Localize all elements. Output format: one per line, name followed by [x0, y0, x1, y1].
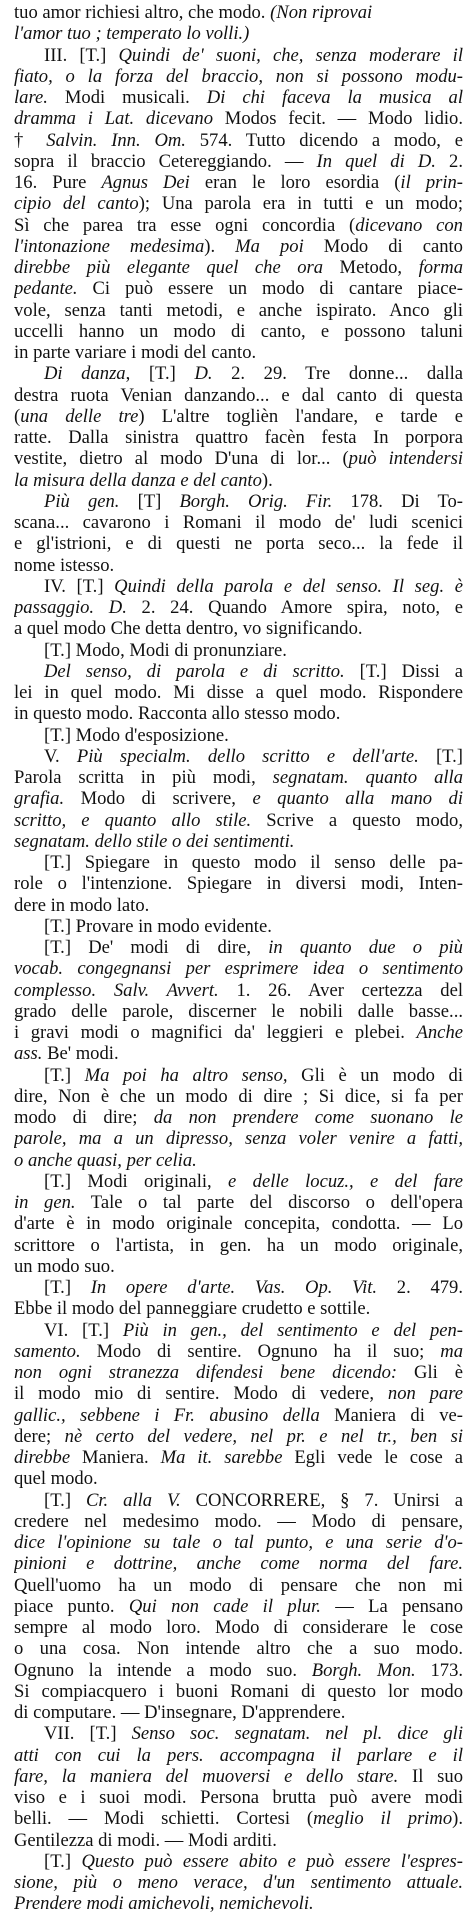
italic-text: pedante. — [14, 278, 78, 300]
text-run: [T.] Dissi a — [344, 660, 463, 682]
text-line — [14, 321, 463, 342]
text-run: [T] — [119, 490, 180, 512]
text-line — [14, 576, 463, 597]
text-line — [14, 1808, 463, 1829]
text-line — [14, 746, 463, 767]
italic-text: pinioni e dottrine, anche come norma del fare. — [14, 1553, 463, 1575]
text-line — [14, 1702, 463, 1723]
text-line — [14, 1745, 463, 1766]
text-line — [14, 1107, 463, 1128]
text-line — [14, 852, 463, 873]
italic-text: l'intonazione medesima — [14, 235, 205, 257]
text-line — [14, 1490, 463, 1511]
text-run: Ci può essere un modo di cantare piace- — [77, 278, 463, 300]
text-line — [14, 1575, 463, 1596]
italic-text: Senso soc. segnatam. nel pl. dice gli — [131, 1723, 463, 1745]
text-run: role o l'intenzione. Spiegare in diversi modi, Inten- — [14, 873, 463, 895]
text-line — [14, 406, 463, 427]
italic-text: non pare — [387, 1383, 463, 1405]
italic-text: Agnus Dei — [101, 172, 190, 193]
text-run: nome istesso. — [14, 554, 115, 576]
text-line — [14, 1150, 463, 1171]
text-run: 2. 479. — [377, 1277, 463, 1298]
text-run: ). — [452, 1808, 463, 1830]
text-run: 16. Pure — [14, 172, 102, 193]
text-run — [235, 1277, 255, 1298]
text-line — [14, 661, 463, 682]
text-line — [14, 1532, 463, 1553]
text-run: dire, Non è che un modo di dire ; Si dice, si fa per — [14, 1085, 463, 1107]
italic-text: Ma it. sarebbe — [160, 1447, 283, 1468]
text-line — [14, 108, 463, 129]
text-run: [T.] Provare in modo evidente. — [44, 915, 272, 937]
text-run: Modi musicali. — [47, 87, 207, 108]
text-run: 178. Di To- — [332, 490, 463, 512]
italic-text: Prendere modi amichevoli, nemichevoli. — [14, 1893, 314, 1915]
text-line — [14, 555, 463, 576]
text-line — [14, 1362, 463, 1383]
text-run: credere nel medesimo modo. — Modo di pensare, — [14, 1510, 463, 1532]
italic-text: D. — [108, 597, 127, 618]
italic-text: Borgh. Orig. Fir. — [179, 490, 333, 512]
text-line — [14, 1298, 463, 1319]
italic-text: Qui non cade il plur. — [128, 1595, 321, 1617]
italic-text: può intendersi — [348, 448, 463, 470]
text-run: a quel modo Che detta dentro, vo significando. — [14, 618, 363, 640]
text-line — [14, 66, 463, 87]
text-line — [14, 1022, 463, 1043]
italic-text: Salv. Avvert. — [113, 979, 219, 1001]
text-line — [14, 257, 463, 278]
text-run: VI. [T.] — [44, 1319, 123, 1341]
text-run: [T.] Modi originali, — [44, 1170, 229, 1192]
italic-text: dicevano con — [355, 214, 463, 236]
italic-text: passaggio. — [14, 597, 95, 618]
text-line — [14, 1086, 463, 1107]
text-run: Quell'uomo ha un modo di pensare che non mi — [14, 1574, 463, 1596]
italic-text: l'amor tuo ; temperato lo volli.) — [14, 23, 250, 45]
text-line — [14, 1001, 463, 1022]
italic-text: da non prendere come suonano le — [153, 1107, 463, 1128]
text-line — [14, 87, 463, 108]
italic-text: il prin- — [400, 172, 463, 193]
text-run: [T.] Spiegare in questo modo il senso delle pa- — [44, 852, 463, 873]
italic-text: segnatam. dello stile o dei sentimenti. — [14, 830, 295, 852]
italic-text: cipio del canto — [14, 193, 139, 215]
text-run: Be' modi. — [42, 1043, 119, 1065]
text-run: dere; — [14, 1425, 65, 1447]
text-line — [14, 640, 463, 661]
italic-text: Quindi de' suoni, che, senza moderare il — [118, 44, 463, 66]
italic-text: direbbe più elegante quel che ora — [14, 257, 324, 278]
text-run: ratte. Dalla sinistra quattro facèn festa In porpora — [14, 427, 463, 448]
italic-text: ma — [440, 1340, 463, 1362]
text-run: Si compiacquero i buoni Romani di questo lor modo — [14, 1680, 463, 1702]
italic-text: (Non riprovai — [270, 2, 373, 23]
italic-text: gallic., sebbene i Fr. abusino della — [14, 1404, 320, 1426]
text-run: Scrive a questo modo, — [251, 809, 463, 831]
text-run: Egli vede le cose a — [282, 1447, 463, 1468]
italic-text: forma — [418, 257, 463, 278]
text-run: III. [T.] — [44, 44, 119, 66]
italic-text: meglio il primo — [313, 1808, 453, 1830]
text-run: viso e i suoi modi. Persona brutta può avere modi — [14, 1787, 463, 1808]
text-run: in questo modo. Racconta allo stesso modo. — [14, 703, 341, 725]
text-run: 2. — [435, 150, 463, 172]
text-run: ); Una parola era in tutti e un modo; — [138, 193, 463, 215]
text-run: ). — [261, 469, 273, 491]
italic-text: D. — [194, 363, 213, 385]
text-line — [14, 1872, 463, 1893]
text-line — [14, 1893, 463, 1914]
text-line — [14, 916, 463, 937]
text-run: di computare. — D'insegnare, D'apprendere. — [14, 1702, 346, 1723]
text-run: ) L'altre toglièn l'andare, e tarde e — [138, 405, 463, 427]
text-line — [14, 1213, 463, 1234]
italic-text: una delle tre — [20, 405, 139, 427]
italic-text: la misura della danza e del canto — [14, 469, 262, 491]
text-run: belli. — Modi schietti. Cortesi ( — [14, 1808, 314, 1830]
text-line — [14, 1681, 463, 1702]
text-line — [14, 385, 463, 406]
italic-text: fiato, o la forza del braccio, non si possono modu- — [14, 65, 463, 87]
italic-text: Salvin. Inn. Om. — [46, 129, 186, 151]
text-line — [14, 1787, 463, 1808]
text-line — [14, 151, 463, 172]
text-line — [14, 45, 463, 66]
italic-text: non ogni stranezza difendesi bene dicendo: — [14, 1362, 398, 1383]
text-line — [14, 618, 463, 639]
text-run: 2. 24. Quando Amore spira, noto, e — [126, 597, 463, 618]
italic-text: e quanto alla mano di — [252, 788, 463, 810]
text-run: tuo amor richiesi altro, che modo. — [14, 2, 271, 23]
text-line — [14, 23, 463, 44]
text-run: scana... cavarono i Romani il modo de' ludi scenici — [14, 512, 463, 533]
text-run: destra ruota Venian danzando... e dal canto di questa — [14, 384, 463, 406]
text-run: [T.] Modo d'esposizione. — [44, 724, 229, 746]
italic-text: Quindi della parola e del senso. Il seg. è — [114, 575, 463, 597]
text-run: modo di dire; — [14, 1107, 154, 1128]
text-line — [14, 788, 463, 809]
text-line — [14, 512, 463, 533]
text-line — [14, 172, 463, 193]
text-run: dere in modo lato. — [14, 894, 150, 916]
text-run: [T.] De' modi di dire, — [44, 937, 269, 958]
italic-text: Del senso, di parola e di scritto. — [44, 660, 345, 682]
italic-text: In opere d'arte. — [90, 1277, 236, 1298]
text-run: Metodo, — [323, 257, 419, 278]
text-line — [14, 130, 463, 151]
italic-text: segnatam. quanto alla — [272, 767, 463, 788]
text-line — [14, 342, 463, 363]
text-run: un modo suo. — [14, 1255, 115, 1277]
italic-text: fare, la maniera del muoversi e dello stare. — [14, 1765, 399, 1787]
text-line — [14, 1192, 463, 1213]
italic-text: complesso. — [14, 979, 97, 1001]
italic-text: lare. — [14, 87, 48, 108]
text-run: Maniera. — [70, 1447, 161, 1468]
text-run: Gentilezza di modi. — Modi arditi. — [14, 1829, 277, 1851]
text-run: grado delle parole, discerner le nobili dalle basse... — [14, 1000, 463, 1022]
italic-text: In quel di D. — [316, 150, 436, 172]
text-run: [T.] Modo, Modi di pronunziare. — [44, 639, 287, 661]
italic-text: o anche quasi, per celia. — [14, 1149, 197, 1171]
text-line — [14, 1383, 463, 1404]
italic-text: Anche — [416, 1022, 463, 1043]
italic-text: Di danza — [44, 363, 126, 385]
italic-text: atti con cui la pers. accompagna il parlare e il — [14, 1744, 463, 1766]
text-line — [14, 1235, 463, 1256]
text-line — [14, 448, 463, 469]
text-run: sempre al modo loro. Modo di considerare le cose — [14, 1617, 463, 1638]
text-run: i gravi modi o magnifici da' leggieri e plebei. — [14, 1022, 417, 1043]
text-line — [14, 1128, 463, 1149]
text-run: 2. 29. Tre donne... dalla — [212, 363, 463, 385]
text-line — [14, 1511, 463, 1532]
italic-text: Più in gen., del sentimento e del pen- — [122, 1319, 463, 1341]
italic-text: parole, ma a un dipresso, senza voler venire a fatti, — [14, 1128, 463, 1150]
text-run: in parte variare i modi del canto. — [14, 342, 257, 363]
text-run: † — [14, 129, 47, 151]
text-line — [14, 427, 463, 448]
italic-text: nè certo del vedere, nel pr. e nel tr., ben si — [64, 1425, 463, 1447]
text-run: [T.] — [44, 1850, 82, 1872]
text-run: V. — [44, 745, 77, 767]
text-line — [14, 767, 463, 788]
text-run: Ognuno la intende a modo suo. — [14, 1659, 312, 1681]
italic-text: grafia. — [14, 788, 65, 810]
text-line — [14, 363, 463, 384]
text-line — [14, 1256, 463, 1277]
text-run: ). — [204, 235, 236, 257]
text-run: Modo di canto — [303, 235, 463, 257]
text-line — [14, 682, 463, 703]
italic-text: Cr. alla V. — [85, 1489, 181, 1511]
text-run: o una cosa. Non intende altro che a suo modo. — [14, 1638, 463, 1660]
text-run: e gl'istrioni, e di questi ne porta seco... la fede il — [14, 533, 463, 555]
text-run: sopra il braccio Cetereggiando. — — [14, 150, 317, 172]
text-line — [14, 533, 463, 554]
italic-text: dramma i Lat. dicevano — [14, 108, 214, 130]
text-line — [14, 1766, 463, 1787]
text-line — [14, 491, 463, 512]
text-run: Parola scritta in più modi, — [14, 767, 273, 788]
text-line — [14, 1617, 463, 1638]
text-line — [14, 873, 463, 894]
italic-text: vocab. congegnansi per esprimere idea o sentimento — [14, 958, 463, 980]
text-run: d'arte è in modo originale concepita, condotta. — Lo — [14, 1213, 463, 1235]
text-line — [14, 1447, 463, 1468]
text-line — [14, 1341, 463, 1362]
text-line — [14, 1171, 463, 1192]
text-run: [T.] — [44, 1064, 85, 1086]
italic-text: Più gen. — [44, 490, 120, 512]
text-run: Modo di sentire. Ognuno ha il suo; — [80, 1340, 441, 1362]
text-run: Sì che parea tra esse ogni concordia ( — [14, 214, 356, 236]
italic-text: direbbe — [14, 1447, 71, 1468]
italic-text: Vas. Op. Vit. — [254, 1277, 378, 1298]
text-line — [14, 831, 463, 852]
text-line — [14, 1468, 463, 1489]
text-line — [14, 300, 463, 321]
italic-text: e delle locuz., e del fare — [228, 1170, 463, 1192]
text-line — [14, 193, 463, 214]
text-line — [14, 597, 463, 618]
text-line — [14, 470, 463, 491]
text-run: Il suo — [398, 1765, 463, 1787]
text-line — [14, 1043, 463, 1064]
text-line — [14, 810, 463, 831]
italic-text: Più specialm. dello scritto e dell'arte. — [76, 745, 419, 767]
text-run: — La pensano — [320, 1595, 463, 1617]
text-line — [14, 1277, 463, 1298]
italic-text: in gen. — [14, 1192, 76, 1213]
text-line — [14, 1596, 463, 1617]
text-run: Gli è — [397, 1362, 463, 1383]
text-line — [14, 1065, 463, 1086]
text-line — [14, 1723, 463, 1744]
text-run: eran le loro esordia ( — [189, 172, 401, 193]
italic-text: ass. — [14, 1043, 43, 1065]
text-line — [14, 980, 463, 1001]
text-run: vestite, dietro al modo D'una di lor... ( — [14, 448, 349, 470]
text-run: quel modo. — [14, 1468, 98, 1490]
text-line — [14, 1553, 463, 1574]
text-line — [14, 1320, 463, 1341]
text-run: 574. Tutto dicendo a modo, e — [185, 129, 463, 151]
italic-text: sione, più o meno verace, d'un sentimento attuale. — [14, 1872, 463, 1893]
text-run: Ebbe il modo del panneggiare crudetto e sottile. — [14, 1298, 371, 1320]
italic-text: samento. — [14, 1340, 81, 1362]
text-line — [14, 1660, 463, 1681]
text-run: Modo di scrivere, — [64, 788, 253, 810]
text-line — [14, 1638, 463, 1659]
text-line — [14, 958, 463, 979]
text-run: VII. [T.] — [44, 1723, 132, 1745]
italic-text: Borgh. Mon. — [311, 1659, 416, 1681]
text-line — [14, 1426, 463, 1447]
text-run: il modo mio di sentire. Modo di vedere, — [14, 1383, 388, 1405]
italic-text: Ma poi — [235, 235, 304, 257]
italic-text: Ma poi ha altro senso, — [84, 1064, 288, 1086]
text-run: Gli è un modo di — [287, 1064, 463, 1086]
text-line — [14, 236, 463, 257]
text-line — [14, 725, 463, 746]
text-line — [14, 215, 463, 236]
text-run: 173. — [415, 1659, 463, 1681]
text-run: [T.] — [44, 1489, 86, 1511]
italic-text: dice l'opinione su tale o tal punto, e una serie d'o- — [14, 1532, 463, 1553]
text-line — [14, 703, 463, 724]
text-line — [14, 937, 463, 958]
text-run: [T.] — [418, 745, 463, 767]
text-line — [14, 278, 463, 299]
italic-text: in quanto due o più — [268, 937, 463, 958]
text-line — [14, 1405, 463, 1426]
text-line — [14, 2, 463, 23]
italic-text: scritto, e quanto allo stile. — [14, 809, 252, 831]
italic-text: Di chi faceva la musica al — [206, 87, 463, 108]
text-line — [14, 1851, 463, 1872]
text-run: vole, senza tanti metodi, e anche ispirato. Anco gli — [14, 299, 463, 321]
text-run: uccelli hanno un modo di canto, e possono taluni — [14, 320, 463, 342]
text-run: , [T.] — [125, 363, 195, 385]
text-run: IV. [T.] — [44, 575, 115, 597]
text-run: 1. 26. Aver certezza del — [218, 979, 463, 1001]
text-line — [14, 895, 463, 916]
text-run: [T.] — [44, 1277, 91, 1298]
text-run: piace punto. — [14, 1595, 129, 1617]
text-line — [14, 1830, 463, 1851]
text-run: Tale o tal parte del discorso o dell'opera — [75, 1192, 463, 1213]
text-run: scrittore o l'artista, in gen. ha un modo originale, — [14, 1234, 463, 1256]
text-run: lei in quel modo. Mi disse a quel modo. Rispondere — [14, 682, 463, 703]
text-run: ( — [14, 405, 21, 427]
text-run — [96, 980, 114, 1001]
text-run: Modos fecit. — Modo lidio. — [213, 108, 463, 130]
text-run: CONCORRERE, § 7. Unirsi a — [180, 1489, 463, 1511]
italic-text: Questo può essere abito e può essere l'espres- — [81, 1850, 463, 1872]
text-run — [94, 597, 109, 618]
text-run: Maniera di ve- — [319, 1404, 463, 1426]
